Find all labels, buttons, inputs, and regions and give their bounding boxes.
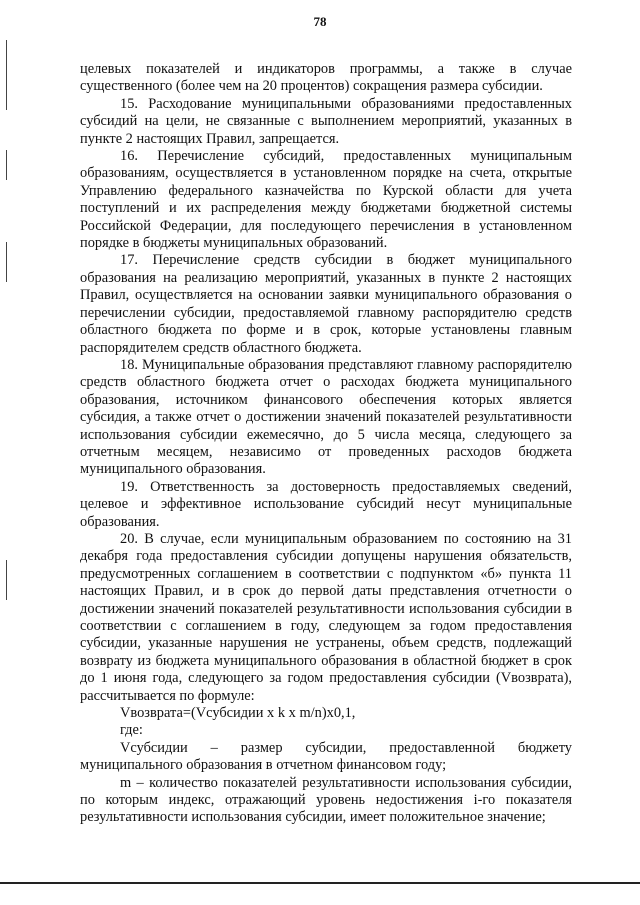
margin-mark xyxy=(6,40,7,110)
margin-mark xyxy=(6,150,7,180)
definition-vsubsidii: Vсубсидии – размер субсидии, предоставленной бюджету муниципального образования в отчетном финансовом году; xyxy=(80,739,572,774)
bottom-rule xyxy=(0,882,640,884)
paragraph-17: 17. Перечисление средств субсидии в бюджет муниципального образования на реализацию мероприятий, указанных в пункте 2 настоящих Правил, осуществляется на основании заявки муниципального образования о перечислении субсидии, предоставляемой главному распорядителю средств областного бюджета по форме и в срок, которые установлены главным распорядителем средств областного бюджета. xyxy=(80,252,572,356)
paragraph-continuation: целевых показателей и индикаторов программы, а также в случае существенного (более чем на 20 процентов) сокращения размера субсидии. xyxy=(80,61,572,95)
where-label: где: xyxy=(120,722,143,739)
margin-mark xyxy=(6,242,7,282)
paragraph-19: 19. Ответственность за достоверность предоставляемых сведений, целевое и эффективное использование субсидий несут муниципальные образования. xyxy=(80,478,572,530)
paragraph-16: 16. Перечисление субсидий, предоставленных муниципальным образованиям, осуществляется в установленном порядке на счета, открытые Управлению федерального казначейства по Курской области для учета поступлений и их распределения между бюджетами бюджетной системы Российской Федерации, для последующего перечисления в установленном порядке в бюджеты муниципальных образований. xyxy=(80,148,572,252)
paragraph-18: 18. Муниципальные образования представляют главному распорядителю средств областного бюджета отчет о расходах бюджета муниципального образования, источником финансового обеспечения которых является субсидия, а также отчет о достижении значений показателей результативности использования субсидии ежемесячно, до 5 числа месяца, следующего за отчетным месяцем, независимо от проведенных расходов бюджета муниципального образования. xyxy=(80,356,572,478)
page-number: 78 xyxy=(313,14,327,29)
formula: Vвозврата=(Vсубсидии x k x m/n)x0,1, xyxy=(120,705,356,722)
paragraph-20: 20. В случае, если муниципальным образованием по состоянию на 31 декабря года предоставления субсидии допущены нарушения обязательств, предусмотренных соглашением в соответствии с подпунктом «б» пункта 11 настоящих Правил, и в срок до первой даты представления отчетности о достижении значений показателей результативности использования субсидии в соответствии с соглашением в году, следующем за годом предоставления субсидии, указанные нарушения не устранены, объем средств, подлежащий возврату из бюджета муниципального образования в областной бюджет в срок до 1 июня года, следующего за годом предоставления субсидии (Vвозврата), рассчитывается по формуле: xyxy=(80,530,572,704)
definition-m: m – количество показателей результативности использования субсидии, по которым индекс, отражающий уровень недостижения i-го показателя результативности использования субсидии, имеет положительное значение; xyxy=(80,774,572,826)
paragraph-15: 15. Расходование муниципальными образованиями предоставленных субсидий на цели, не связанные с выполнением мероприятий, указанных в пункте 2 настоящих Правил, запрещается. xyxy=(80,95,572,147)
margin-mark xyxy=(6,560,7,600)
document-body xyxy=(80,61,572,827)
